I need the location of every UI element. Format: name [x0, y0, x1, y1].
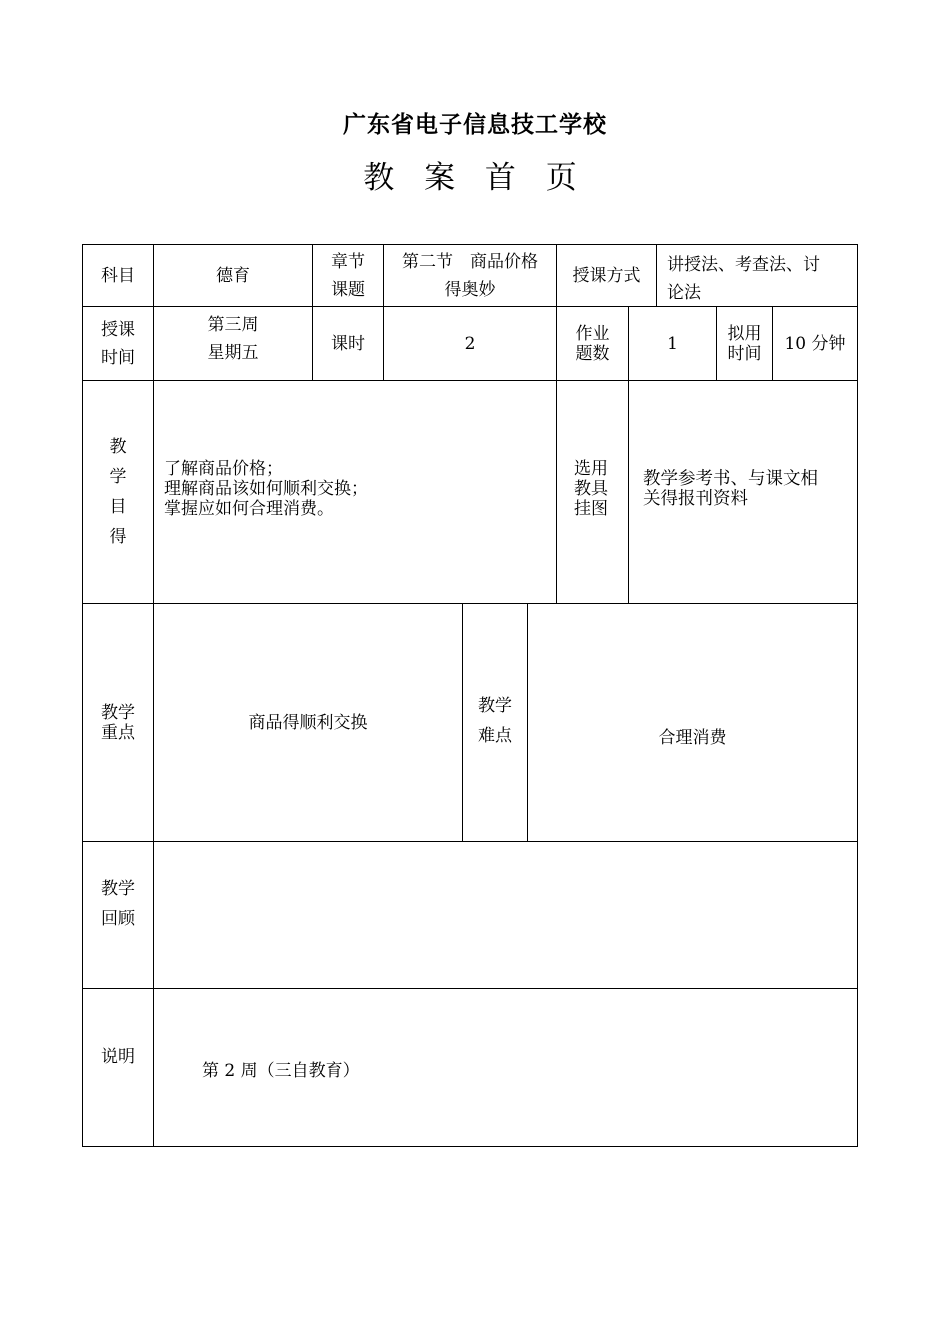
subject-label: 科目 — [83, 245, 154, 307]
review-value — [154, 842, 857, 989]
time-value: 第三周 星期五 — [154, 307, 313, 381]
hours-label: 课时 — [313, 307, 384, 381]
goal-label: 教 学 目 得 — [83, 381, 154, 604]
planned-time-label: 拟用 时间 — [717, 307, 773, 381]
review-label: 教学 回顾 — [83, 842, 154, 989]
difficulty-value: 合理消费 — [528, 604, 857, 842]
goal-content: 了解商品价格； 理解商品该如何顺利交换； 掌握应如何合理消费。 — [154, 381, 557, 604]
tools-label: 选用 教具 挂图 — [557, 381, 629, 604]
method-value: 讲授法、考查法、讨 论法 — [657, 245, 857, 307]
chapter-label: 章节 课题 — [313, 245, 384, 307]
lesson-plan-table — [82, 244, 858, 1147]
key-point-value: 商品得顺利交换 — [154, 604, 463, 842]
school-name: 广东省电子信息技工学校 — [343, 111, 607, 138]
tools-value: 教学参考书、与课文相 关得报刊资料 — [629, 381, 857, 604]
note-value: 第 2 周（三自教育） — [202, 1061, 360, 1081]
note-label: 说明 — [83, 989, 154, 1146]
page-title: 教 案 首 页 — [363, 160, 587, 196]
homework-label: 作业 题数 — [557, 307, 629, 381]
subject-value: 德育 — [154, 245, 313, 307]
difficulty-label: 教学 难点 — [463, 604, 528, 842]
hours-value: 2 — [384, 307, 557, 381]
key-point-label: 教学 重点 — [83, 604, 154, 842]
chapter-value: 第二节 商品价格 得奥妙 — [384, 245, 557, 307]
method-label: 授课方式 — [557, 245, 657, 307]
planned-time-value: 10 分钟 — [773, 307, 857, 381]
homework-value: 1 — [629, 307, 717, 381]
time-label: 授课 时间 — [83, 307, 154, 381]
